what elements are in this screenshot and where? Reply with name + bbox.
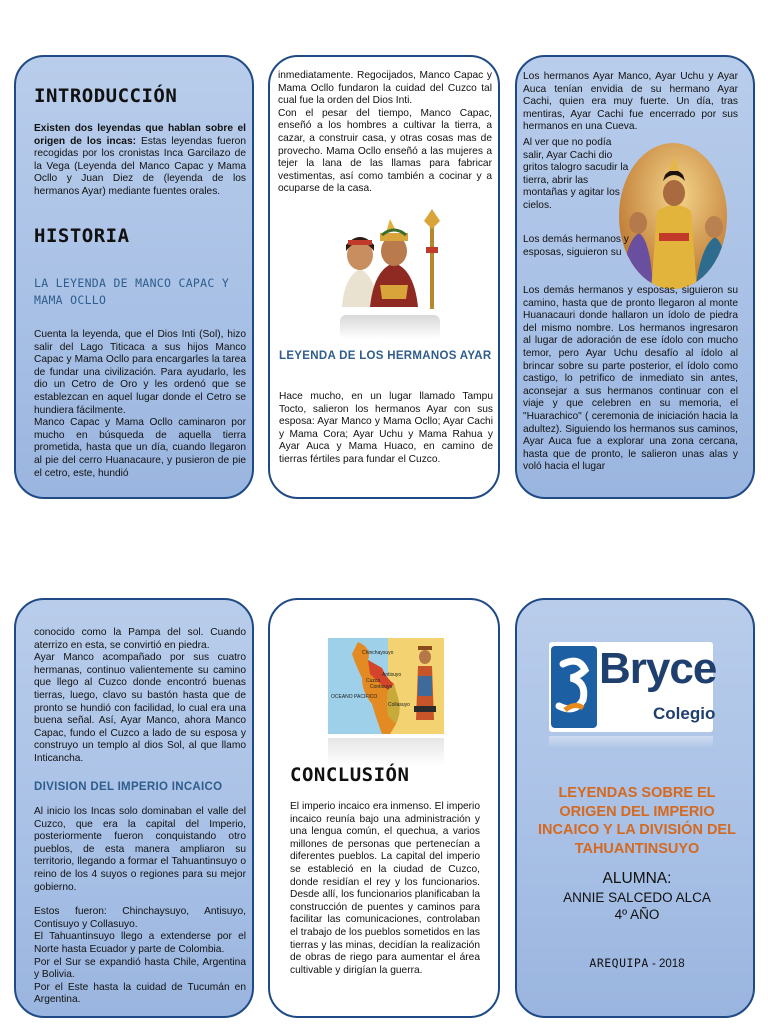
pampa-paragraph: conocido como la Pampa del sol. Cuando aterrizo en esta, se convirtió en piedra. — [34, 627, 246, 651]
heading-historia: HISTORIA — [34, 225, 130, 247]
alumna-name: ANNIE SALCEDO ALCA — [563, 890, 711, 905]
map-label-contisuyo: Contisuyo — [370, 684, 393, 690]
ayar-story-paragraph-3-start: Los demás hermanos y esposas, siguieron su — [523, 234, 629, 258]
panel-introduccion — [14, 55, 254, 499]
cover-title: LEYENDAS SOBRE EL ORIGEN DEL IMPERIO INCAICO Y LA DIVISIÓN DEL TAHUANTINSUYO — [538, 785, 736, 857]
logo-sub: Colegio — [653, 704, 716, 723]
inca-couple-image — [320, 207, 460, 339]
division-text — [34, 806, 246, 1007]
subheading-manco-capac: LA LEYENDA DE MANCO CAPAC Y MAMA OCLLO — [34, 276, 230, 307]
conclusion-paragraph: El imperio incaico era inmenso. El imperio incaico reunía bajo una administración y una lengua común, el quechua, a varios millones de personas que pertenecían a diferentes pueblos. La capital del imperio se estableció en la ciudad de Cuzco, donde residían el rey y los funcionarios. Desde allí, los funcionarios planificaban la construcción de puentes y caminos para facilitar las comunicaciones, controlaban el trabajo de los pueblos sometidos en las tierras y las minas, decidían la realización de obras de riego para aumentar el área cultivable y dirigían la guerra. — [290, 801, 480, 976]
map-label-ocean: OCEANO PACIFICO — [331, 694, 378, 700]
logo-word: Bryce — [599, 644, 717, 693]
ayar-brothers-image — [617, 141, 729, 291]
city-year — [531, 956, 743, 970]
map-label-collasuyo: Collasuyo — [388, 702, 410, 708]
intro-text: Estas leyendas fueron recogidas por los cronistas Inca Garcilazo de la Vega (Leyenda del Manco Capac y Mama Ocllo y Juan Diez de (leyenda de los hermanos Ayar) mediante fuentes orales. — [34, 135, 246, 197]
suyos-paragraph: Estos fueron: Chinchaysuyo, Antisuyo, Contisuyo y Collasuyo. — [34, 906, 246, 930]
map-image — [328, 638, 444, 766]
heading-introduccion: INTRODUCCIÓN — [34, 85, 178, 107]
ayar-story-paragraph-1: Los hermanos Ayar Manco, Ayar Uchu y Ayar Auca tenían envidia de su hermano Ayar Cachi, quien era muy fuerte. Un día, tras mentiras, Ayar Cachi fue encerrado por sus hermanos en una Cueva. — [523, 71, 738, 133]
alumna-label: ALUMNA: — [602, 870, 672, 887]
division-paragraph-1: Al inicio los Incas solo dominaban el valle del Cuzco, que era la capital del Imperio, posteriormente fueron conquistando otro pueblos, de esta manera ampliaron su territorio, llegando a formar el Tahuantinsuyo o reino de los 4 suyos o regiones para su mejor gobierno. — [34, 806, 246, 893]
tahuantinsuyo-map — [328, 638, 444, 766]
map-label-cuzco: Cuzco — [366, 678, 381, 684]
panel2-paragraph-2: Con el pesar del tiempo, Manco Capac, enseñó a los hombres a cultivar la tierra, a cazar, a construir casa, y otras cosas mas de provecho. Mama Ocllo enseñó a las mujeres a tejer la lana de las llamas para fabricar vestimentas, así como también a cocinar y a ocuparse de la casa. — [278, 107, 492, 195]
manco-capac-illustration — [320, 207, 460, 339]
map-label-antisuyo: Antisuyo — [382, 672, 402, 678]
panel-ayar-intro — [268, 55, 500, 499]
ayar-story-paragraph-2: Al ver que no podía salir, Ayar Cachi dio gritos talogro sacudir la tierra, abrir las montañas y agitar los cielos. — [523, 137, 629, 211]
ayar-manco-paragraph: Ayar Manco acompañado por sus cuatro hermanas, continuo valientemente su camino que llego al Cuzco donde encontró buenas tierras, luego, clavo su bastón hasta que de pronto se hundió con facilidad, lo cual era una buena señal. Así, Ayar Manco, ahora Manco Capac, fundo el Cuzco a lado de su esposa y construyo un templo al dios Sol, al que llamo Inticancha. — [34, 652, 246, 764]
historia-paragraph-1: Cuenta la leyenda, que el Dios Inti (Sol), hizo salir del Lago Titicaca a sus hijos Manco Capac y Mama Ocllo para encargarles la tarea de fundar una civilización. Para ayudarlo, les dio un Cetro de Oro y les ordenó que se establezcan en aquel lugar donde el Cetro se hundiera fácilmente. — [34, 329, 246, 416]
norte-paragraph: El Tahuantinsuyo llego a extenderse por el Norte hasta Ecuador y parte de Colombia. — [34, 931, 246, 955]
hermanos-ayar-paragraph: Hace mucho, en un lugar llamado Tampu Tocto, salieron los hermanos Ayar con sus esposa: Ayar Manco y Mama Ocllo; Ayar Cachi y Mama Cora; Ayar Uchu y Mama Rahua y Ayar Auca y Mama Huaco, en camino de tierras fértiles para fundar el Cuzco. — [279, 391, 493, 465]
map-label-chinchaysuyo: Chinchaysuyo — [362, 650, 394, 656]
historia-paragraph-2: Manco Capac y Mama Ocllo caminaron por mucho en búsqueda de aquella tierra prometida, hasta que un día, cuando llegaron al pie del cerro Huanacaure, y pusieron de pie el cetro, este, hundió — [34, 417, 246, 479]
year: - 2018 — [651, 958, 685, 970]
ayar-brothers-illustration — [617, 141, 729, 291]
panel-ayar-story — [515, 55, 755, 499]
city: AREQUIPA — [589, 956, 649, 970]
este-paragraph: Por el Este hasta la cuidad de Tucumán en Argentina. — [34, 981, 246, 1006]
sur-paragraph: Por el Sur se expandió hasta Chile, Argentina y Bolivia. — [34, 956, 246, 981]
panel-portada — [515, 598, 755, 1018]
heading-hermanos-ayar: LEYENDA DE LOS HERMANOS AYAR — [279, 350, 492, 362]
panel-conclusion — [268, 598, 500, 1018]
heading-conclusion: CONCLUSIÓN — [290, 764, 410, 786]
intro-paragraph — [34, 123, 246, 199]
panel2-paragraph-1: inmediatamente. Regocijados, Manco Capac y Mama Ocllo fundaron la cuidad del Cuzco tal cual fue la orden del Dios Inti. — [278, 70, 492, 107]
panel-division — [14, 598, 254, 1018]
logo-reflection — [549, 736, 713, 750]
bryce-logo — [549, 642, 717, 732]
division-top-text — [34, 627, 246, 766]
grade: 4º AÑO — [614, 907, 660, 922]
intro-bold: Existen dos leyendas que hablan sobre el origen de los incas: — [34, 123, 246, 147]
historia-text — [34, 329, 246, 480]
panel2-top-text — [278, 70, 492, 196]
ayar-story-paragraph-3: Los demás hermanos y esposas, siguieron su camino, hasta que de pronto llegaron al monte Huanacauri donde hallaron un ídolo de piedra del mismo nombre. Los hermanos ingresaron al lugar de adoración de ese ídolo con mucho temor, pero Ayar Uchu desafío al ídolo al brincar sobre su parte posterior, el ídolo como castigo, lo petrifico de inmediato sin antes, aconsejar a sus hermanos continuar con el viaje y que celebren en su memoria, el "Huarachico" ( ceremonia de iniciación hacia la adultez). Siguiendo los hermanos sus caminos, Ayar Auca fue a explorar una zona cercana, hasta que de pronto, le salieron unas alas y voló hacia el lugar — [523, 285, 738, 473]
heading-division-imperio: DIVISION DEL IMPERIO INCAICO — [34, 781, 223, 793]
